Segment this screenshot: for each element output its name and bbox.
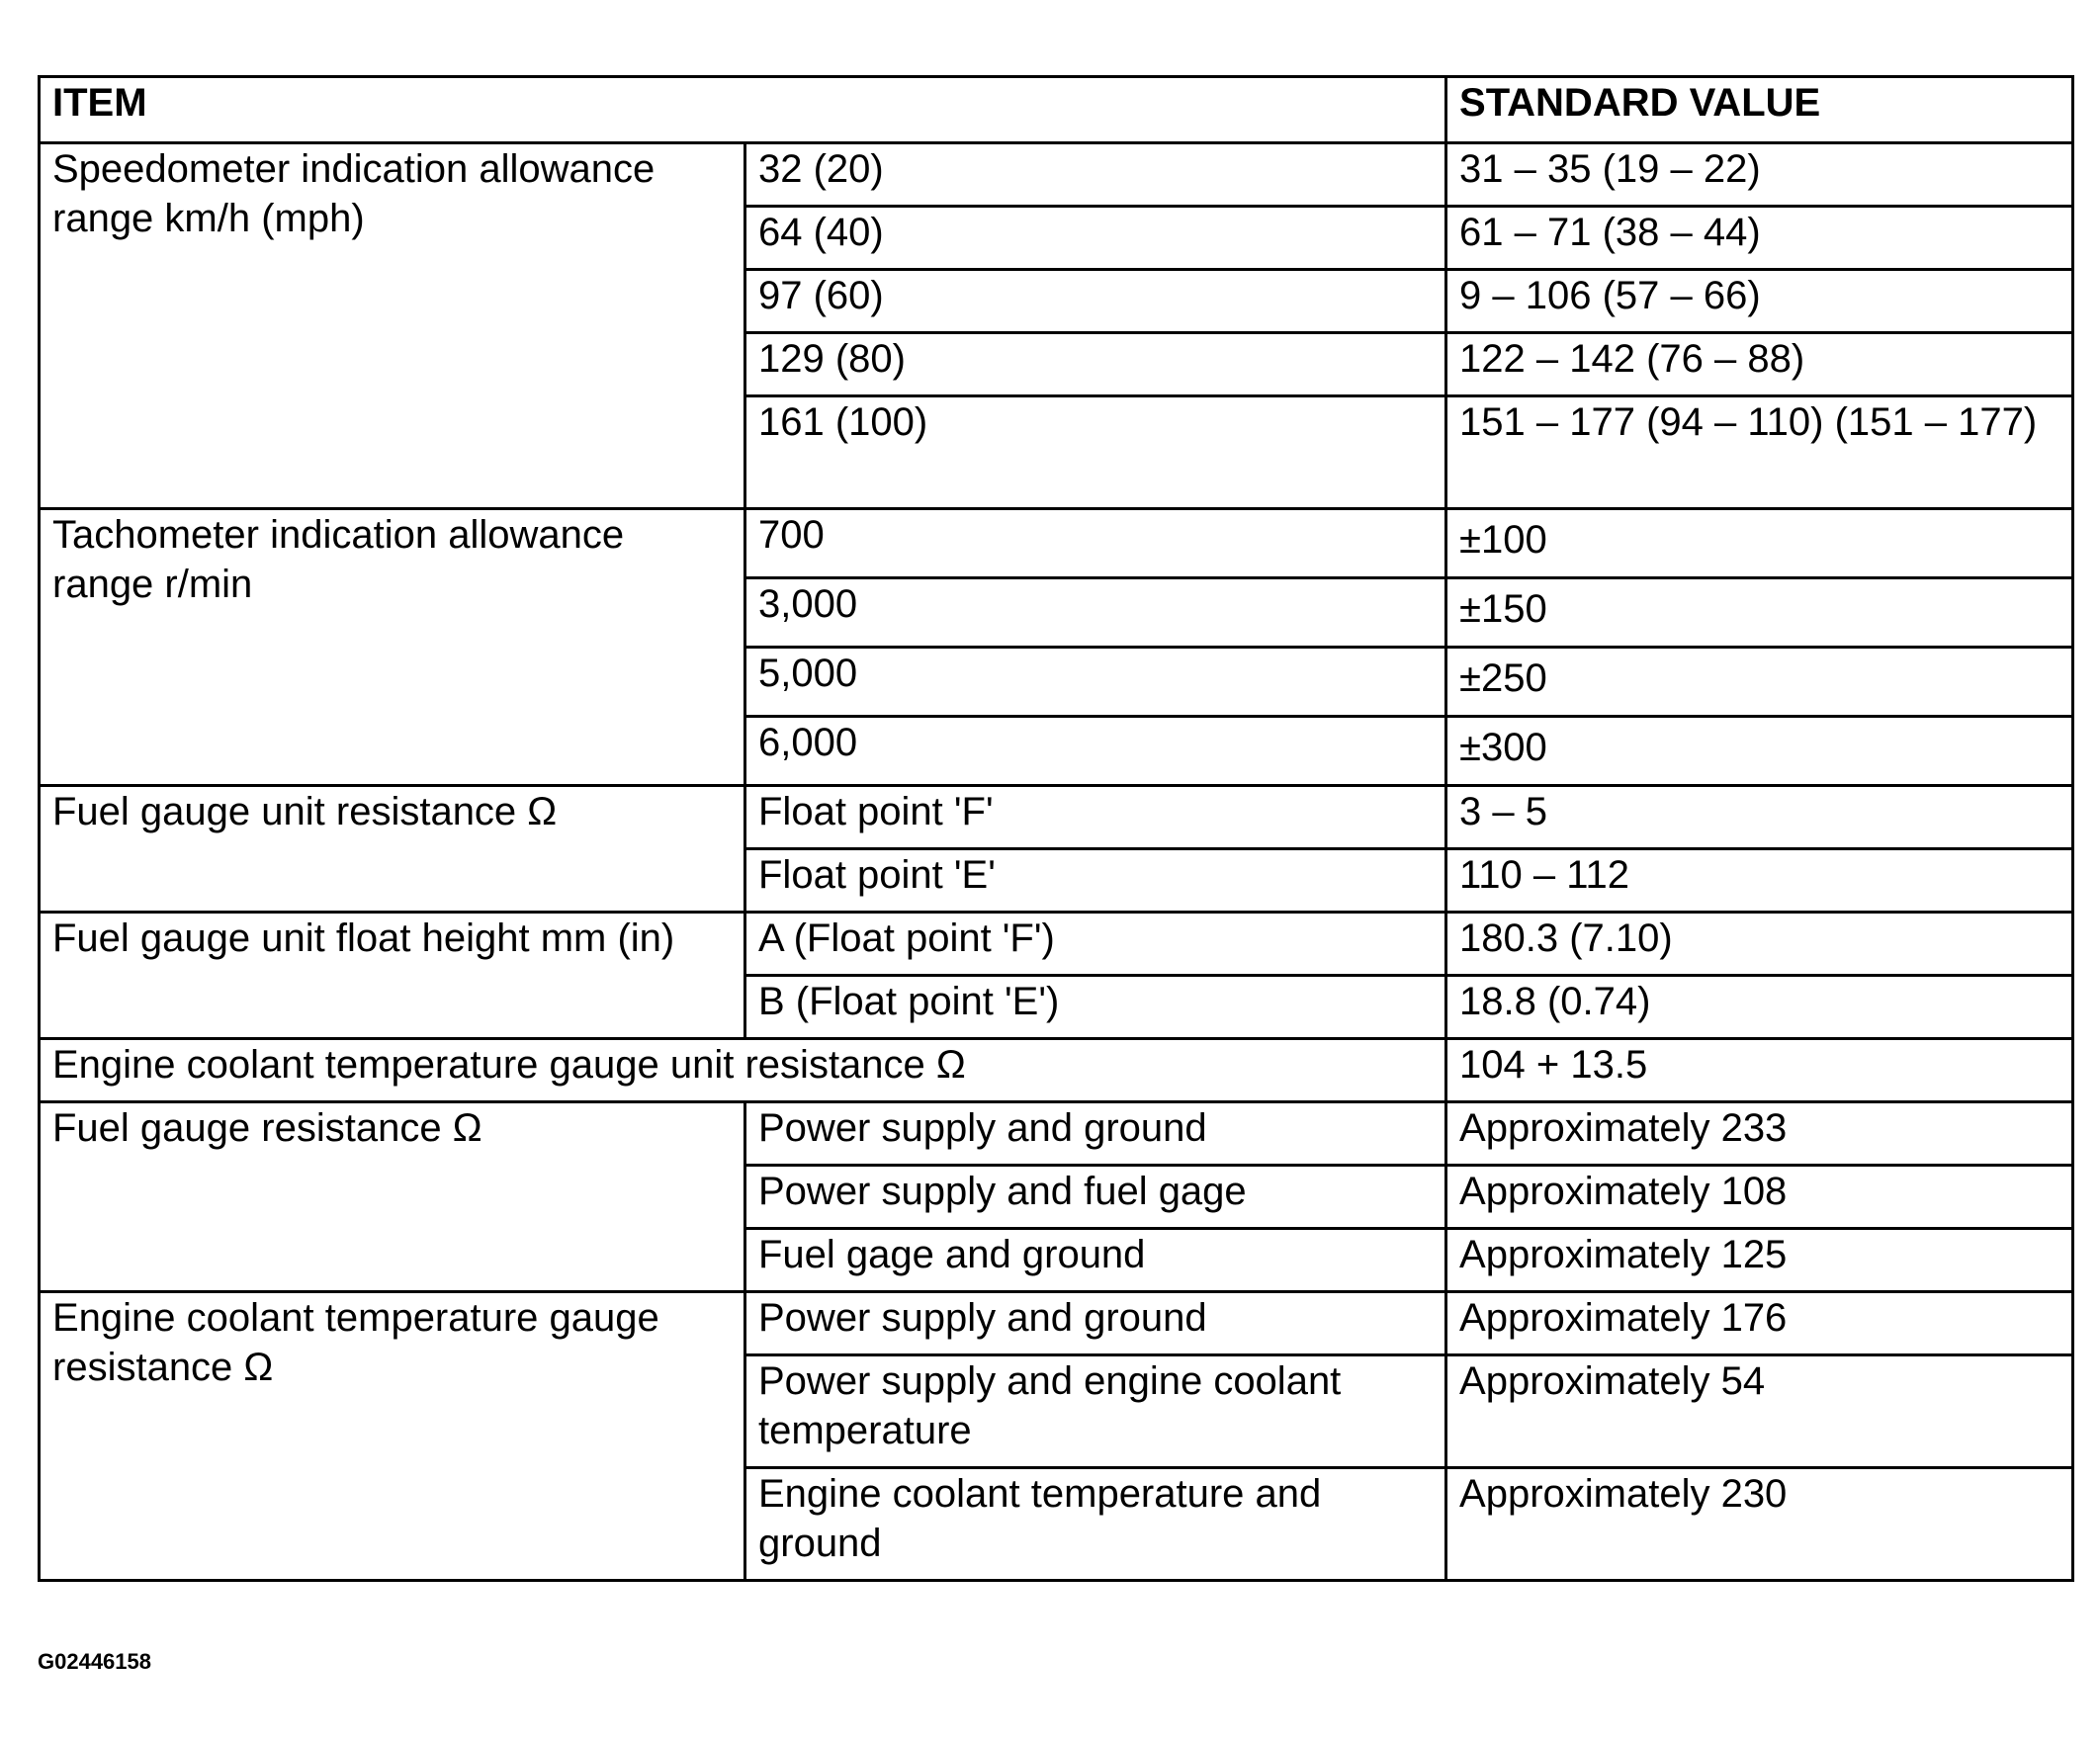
table-row (40, 143, 2073, 207)
value-cell: Approximately 176 (1446, 1292, 2073, 1355)
value-cell: Approximately 125 (1446, 1229, 2073, 1292)
table-row (40, 1292, 2073, 1355)
value-cell: 122 – 142 (76 – 88) (1446, 333, 2073, 396)
table-header-row (40, 77, 2073, 143)
value-cell: 9 – 106 (57 – 66) (1446, 270, 2073, 333)
condition-cell: Engine coolant temperature and ground (745, 1468, 1446, 1581)
table-row (40, 786, 2073, 849)
header-item: ITEM (40, 77, 1446, 143)
condition-cell: Float point 'F' (745, 786, 1446, 849)
item-label-coolant-gauge-resistance: Engine coolant temperature gauge resistance Ω (40, 1292, 745, 1581)
condition-cell: 32 (20) (745, 143, 1446, 207)
condition-cell: Float point 'E' (745, 849, 1446, 913)
value-cell: 61 – 71 (38 – 44) (1446, 207, 2073, 270)
value-cell: Approximately 233 (1446, 1102, 2073, 1166)
condition-cell: 700 (745, 509, 1446, 578)
table-row (40, 509, 2073, 578)
value-cell: 151 – 177 (94 – 110) (151 – 177) (1446, 396, 2073, 509)
condition-cell: 3,000 (745, 578, 1446, 648)
condition-cell: 64 (40) (745, 207, 1446, 270)
value-cell: 110 – 112 (1446, 849, 2073, 913)
condition-cell: A (Float point 'F') (745, 913, 1446, 976)
value-cell: ±250 (1446, 648, 2073, 717)
condition-cell: Power supply and ground (745, 1292, 1446, 1355)
value-cell: 3 – 5 (1446, 786, 2073, 849)
figure-id: G02446158 (38, 1649, 151, 1674)
value-cell: ±300 (1446, 717, 2073, 786)
condition-cell: 97 (60) (745, 270, 1446, 333)
condition-cell: 129 (80) (745, 333, 1446, 396)
value-cell: Approximately 230 (1446, 1468, 2073, 1581)
value-cell: ±150 (1446, 578, 2073, 648)
condition-cell: 6,000 (745, 717, 1446, 786)
specifications-table (38, 75, 2074, 1582)
value-cell: Approximately 54 (1446, 1355, 2073, 1468)
condition-cell: Power supply and fuel gage (745, 1166, 1446, 1229)
item-label-coolant-unit-resistance: Engine coolant temperature gauge unit resistance Ω (40, 1039, 1446, 1102)
item-label-tachometer: Tachometer indication allowance range r/min (40, 509, 745, 786)
condition-cell: Power supply and ground (745, 1102, 1446, 1166)
value-cell: Approximately 108 (1446, 1166, 2073, 1229)
value-cell: 31 – 35 (19 – 22) (1446, 143, 2073, 207)
condition-cell: 5,000 (745, 648, 1446, 717)
table-row (40, 1039, 2073, 1102)
condition-cell: Power supply and engine coolant temperature (745, 1355, 1446, 1468)
item-label-fuel-unit-resistance: Fuel gauge unit resistance Ω (40, 786, 745, 913)
item-label-speedometer: Speedometer indication allowance range km/h (mph) (40, 143, 745, 509)
condition-cell: Fuel gage and ground (745, 1229, 1446, 1292)
value-cell: ±100 (1446, 509, 2073, 578)
condition-cell: 161 (100) (745, 396, 1446, 509)
value-cell: 104 + 13.5 (1446, 1039, 2073, 1102)
item-label-fuel-gauge-resistance: Fuel gauge resistance Ω (40, 1102, 745, 1292)
value-cell: 18.8 (0.74) (1446, 976, 2073, 1039)
header-standard-value: STANDARD VALUE (1446, 77, 2073, 143)
condition-cell: B (Float point 'E') (745, 976, 1446, 1039)
item-label-fuel-float-height: Fuel gauge unit float height mm (in) (40, 913, 745, 1039)
value-cell: 180.3 (7.10) (1446, 913, 2073, 976)
table-row (40, 1102, 2073, 1166)
table-row (40, 913, 2073, 976)
